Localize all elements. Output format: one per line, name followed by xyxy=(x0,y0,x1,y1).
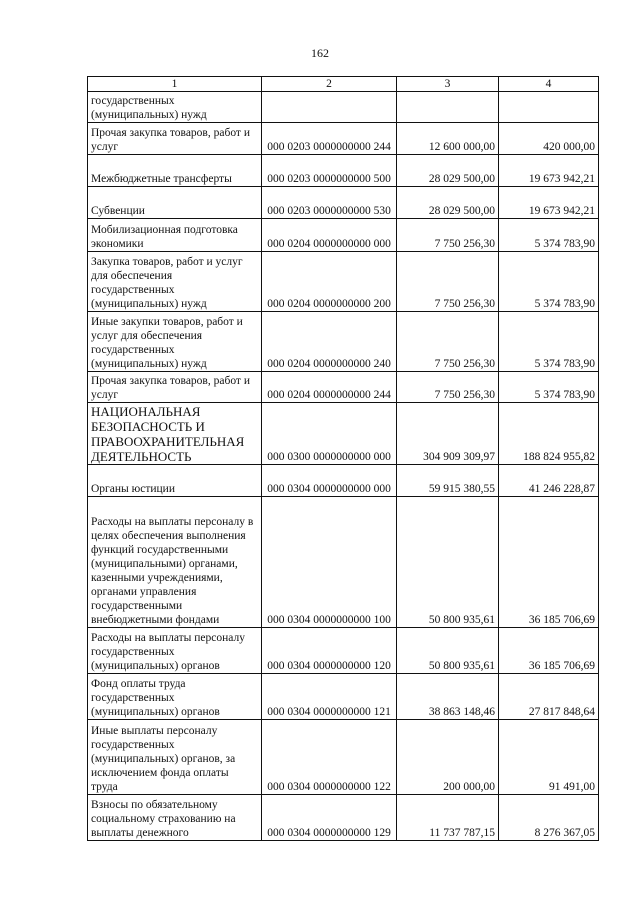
row-code-cell xyxy=(262,92,397,123)
row-amount-fact-cell: 36 185 706,69 xyxy=(499,628,599,674)
row-amount-fact-cell: 19 673 942,21 xyxy=(499,187,599,219)
row-amount-plan-cell: 12 600 000,00 xyxy=(397,123,499,155)
table-row xyxy=(88,187,599,219)
row-name-cell: Иные выплаты персоналу государственных (муниципальных) органов, за исключением фонда оплаты труда xyxy=(88,720,262,795)
row-amount-fact-cell: 420 000,00 xyxy=(499,123,599,155)
row-code-cell: 000 0304 0000000000 100 xyxy=(262,497,397,628)
table-row xyxy=(88,497,599,628)
row-amount-fact-cell: 8 276 367,05 xyxy=(499,795,599,841)
column-header-2: 2 xyxy=(262,77,397,92)
table-row xyxy=(88,219,599,252)
row-amount-fact-cell: 91 491,00 xyxy=(499,720,599,795)
column-header-1: 1 xyxy=(88,77,262,92)
row-name-cell: Прочая закупка товаров, работ и услуг xyxy=(88,372,262,403)
table-row xyxy=(88,372,599,403)
row-code-cell: 000 0204 0000000000 200 xyxy=(262,252,397,312)
row-code-cell: 000 0203 0000000000 244 xyxy=(262,123,397,155)
row-name-cell: Иные закупки товаров, работ и услуг для обеспечения государственных (муниципальных) нужд xyxy=(88,312,262,372)
page-number: 162 xyxy=(311,46,329,60)
table-row xyxy=(88,123,599,155)
row-code-cell: 000 0304 0000000000 121 xyxy=(262,674,397,720)
table-row xyxy=(88,795,599,841)
row-name-cell: Межбюджетные трансферты xyxy=(88,155,262,187)
row-code-cell: 000 0203 0000000000 500 xyxy=(262,155,397,187)
table-row xyxy=(88,720,599,795)
row-amount-plan-cell: 50 800 935,61 xyxy=(397,628,499,674)
row-name-cell: НАЦИОНАЛЬНАЯ БЕЗОПАСНОСТЬ И ПРАВООХРАНИТЕЛЬНАЯ ДЕЯТЕЛЬНОСТЬ xyxy=(88,403,262,465)
table-row xyxy=(88,92,599,123)
row-name-cell: Расходы на выплаты персоналу в целях обеспечения выполнения функций государственными (муниципальными) органами, казенными учреждениями, органами управления государственными внебюджетными фондами xyxy=(88,497,262,628)
table-body xyxy=(88,92,599,841)
row-code-cell: 000 0304 0000000000 122 xyxy=(262,720,397,795)
table-row xyxy=(88,628,599,674)
row-name-cell: Органы юстиции xyxy=(88,465,262,497)
row-amount-fact-cell xyxy=(499,92,599,123)
row-amount-fact-cell: 27 817 848,64 xyxy=(499,674,599,720)
table-row xyxy=(88,465,599,497)
row-amount-plan-cell: 200 000,00 xyxy=(397,720,499,795)
row-code-cell: 000 0204 0000000000 000 xyxy=(262,219,397,252)
row-amount-fact-cell: 19 673 942,21 xyxy=(499,155,599,187)
table-header-row xyxy=(88,77,599,92)
row-amount-plan-cell: 7 750 256,30 xyxy=(397,252,499,312)
column-header-4: 4 xyxy=(499,77,599,92)
table-row xyxy=(88,403,599,465)
row-amount-fact-cell: 5 374 783,90 xyxy=(499,372,599,403)
row-name-cell: Субвенции xyxy=(88,187,262,219)
table-row xyxy=(88,674,599,720)
row-amount-plan-cell: 7 750 256,30 xyxy=(397,219,499,252)
table-row xyxy=(88,155,599,187)
row-amount-fact-cell: 41 246 228,87 xyxy=(499,465,599,497)
row-name-cell: Прочая закупка товаров, работ и услуг xyxy=(88,123,262,155)
row-amount-plan-cell: 304 909 309,97 xyxy=(397,403,499,465)
row-amount-plan-cell: 28 029 500,00 xyxy=(397,155,499,187)
row-amount-plan-cell: 38 863 148,46 xyxy=(397,674,499,720)
row-amount-plan-cell xyxy=(397,92,499,123)
row-name-cell: Взносы по обязательному социальному страхованию на выплаты денежного xyxy=(88,795,262,841)
row-amount-plan-cell: 7 750 256,30 xyxy=(397,372,499,403)
row-code-cell: 000 0304 0000000000 129 xyxy=(262,795,397,841)
row-amount-plan-cell: 11 737 787,15 xyxy=(397,795,499,841)
row-code-cell: 000 0203 0000000000 530 xyxy=(262,187,397,219)
row-amount-fact-cell: 5 374 783,90 xyxy=(499,252,599,312)
row-amount-fact-cell: 188 824 955,82 xyxy=(499,403,599,465)
row-amount-plan-cell: 28 029 500,00 xyxy=(397,187,499,219)
table-row xyxy=(88,312,599,372)
row-code-cell: 000 0204 0000000000 240 xyxy=(262,312,397,372)
table-row xyxy=(88,252,599,312)
row-code-cell: 000 0304 0000000000 000 xyxy=(262,465,397,497)
row-amount-plan-cell: 59 915 380,55 xyxy=(397,465,499,497)
row-name-cell: Фонд оплаты труда государственных (муниципальных) органов xyxy=(88,674,262,720)
row-code-cell: 000 0204 0000000000 244 xyxy=(262,372,397,403)
row-amount-fact-cell: 36 185 706,69 xyxy=(499,497,599,628)
row-amount-plan-cell: 50 800 935,61 xyxy=(397,497,499,628)
row-name-cell: Закупка товаров, работ и услуг для обеспечения государственных (муниципальных) нужд xyxy=(88,252,262,312)
row-amount-fact-cell: 5 374 783,90 xyxy=(499,312,599,372)
column-header-3: 3 xyxy=(397,77,499,92)
budget-table xyxy=(87,76,599,841)
row-code-cell: 000 0300 0000000000 000 xyxy=(262,403,397,465)
row-name-cell: государственных (муниципальных) нужд xyxy=(88,92,262,123)
row-code-cell: 000 0304 0000000000 120 xyxy=(262,628,397,674)
row-amount-plan-cell: 7 750 256,30 xyxy=(397,312,499,372)
row-name-cell: Расходы на выплаты персоналу государственных (муниципальных) органов xyxy=(88,628,262,674)
row-amount-fact-cell: 5 374 783,90 xyxy=(499,219,599,252)
row-name-cell: Мобилизационная подготовка экономики xyxy=(88,219,262,252)
